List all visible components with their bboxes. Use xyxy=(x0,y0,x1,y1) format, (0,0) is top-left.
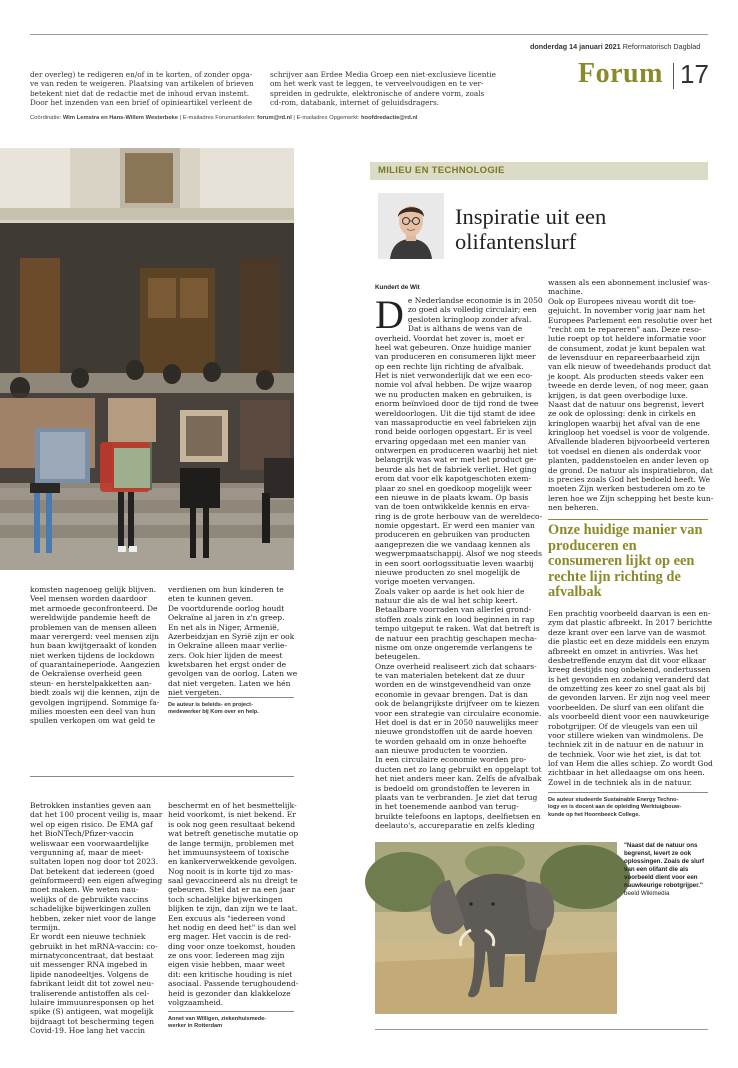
pullquote-rule xyxy=(548,519,708,520)
text-line: die plastic eet en deze middels een enzym xyxy=(548,637,710,647)
text-line: de gevonden larven. Er zijn nog veel meer xyxy=(548,693,710,703)
colophon-line: om het werk vast te leggen, te verveelvoudigen en te ver- xyxy=(270,79,484,89)
author-rule xyxy=(168,1011,294,1012)
text-line: natuur die als de wal het schip keert. xyxy=(375,596,518,605)
text-line: dit: een kritische houding is niet xyxy=(168,969,293,979)
text-line: blijken te zijn, dan zijn we te laat. xyxy=(168,904,298,914)
text-line: wel op eigen risico. De EMA gaf xyxy=(30,819,153,829)
text-line: eten te kunnen geven. xyxy=(168,594,254,604)
text-line: heel wat gebeuren. Onze huidige manier xyxy=(375,342,532,352)
text-line: van elk nieuw of tweedehands product dat xyxy=(548,362,711,372)
text-line: Het is niet verwonderlijk dat we een eco- xyxy=(375,371,533,380)
text-line: belangrijk was wat er met het product ge- xyxy=(375,455,537,465)
text-line: heid is gezonder dan klakkeloze xyxy=(168,988,291,998)
text-line: ducten net zo lang gebruikt en opgelapt tot xyxy=(375,764,542,774)
opgemerkt-email[interactable]: hoofdredactie@rd.nl xyxy=(360,115,418,121)
text-line: wereldoorlogen. Uit die tijd stamt de idee xyxy=(375,408,536,418)
text-line: saal gevaccineerd als nu dreigt te xyxy=(168,876,298,885)
text-line: bijdraagt tot bescherming tegen xyxy=(30,1016,154,1026)
text-line: wassen als een abonnement inclusief was- xyxy=(548,278,710,287)
text-line: plaar zo snel en goedkoop mogelijk weer xyxy=(375,483,532,493)
issue-date: donderdag 14 januari 2021 Reformatorisch Dagblad xyxy=(530,42,701,51)
ukraine-article-col-1 xyxy=(30,585,160,726)
text-line: nomie opgestart. Er werd een manier van xyxy=(375,521,535,530)
bottom-rule xyxy=(375,1029,708,1030)
text-line: leren hoe we Zijn schepping het beste kun- xyxy=(548,493,714,503)
text-line: aangeprezen die we vandaag kennen als xyxy=(375,539,531,549)
drop-cap: D xyxy=(375,292,404,337)
text-line: Onze overheid realiseert zich dat schaars- xyxy=(375,661,537,671)
text-line: is het gevonden en zodanig veranderd dat xyxy=(548,674,710,684)
text-line: beteugelen. xyxy=(375,652,421,662)
text-line: asociaal. Passende terughoudend- xyxy=(168,979,299,989)
text-line: lof van Hem die alles schiep. Zo wordt God xyxy=(548,759,713,768)
text-line: van produceren en consumeren lijkt meer xyxy=(375,352,536,362)
text-line: techniek zit in de natuur en de natuur in xyxy=(548,740,704,750)
author-rule xyxy=(548,792,708,793)
text-line: lulaire immuunresponsen op het xyxy=(30,997,155,1007)
text-line: Dat betekent dat iedereen (goed xyxy=(30,866,155,876)
text-line: de grond. De natuur als inspiratiebron, dat xyxy=(548,465,713,475)
text-line: Een excuus als "iedereen vond xyxy=(168,913,286,923)
text-line: de natuur een prachtig geschapen mecha- xyxy=(375,633,537,643)
text-line: dat niet vergeten. Laten we hén xyxy=(168,678,291,688)
text-line: niet vergeten. xyxy=(168,688,222,698)
text-line: robotgrijper. Of de vleugels van een uil xyxy=(548,721,698,731)
text-line: produceren en gebruiken van producten xyxy=(375,530,531,540)
text-line: hebben, zeker niet voor de lange xyxy=(30,913,156,923)
text-line: nieuwe producten zo snel mogelijk de xyxy=(375,567,520,577)
text-line: maar verergerd: veel mensen zijn xyxy=(30,631,159,641)
text-line: gejuicht. In november vorig jaar nam het xyxy=(548,306,706,316)
title-divider xyxy=(673,63,674,89)
text-line: ontwerpen en produceren waarbij het niet xyxy=(375,446,538,455)
text-line: stoffen zoals zink en lood beginnen in rap xyxy=(375,614,535,624)
text-line: En net als in Niger, Armenië, xyxy=(168,622,280,632)
text-line: Veel mensen worden daardoor xyxy=(30,594,147,604)
text-line: wereldwijde pandemie heeft de xyxy=(30,613,151,623)
text-line: rond beide oorlogen opgestart. Er is veel xyxy=(375,427,533,437)
elephant-photo xyxy=(375,842,617,1014)
text-line: van massaproductie en veel fabrieken zijn xyxy=(375,417,537,427)
text-line: in Oekraïne alleen maar verlie- xyxy=(168,641,288,651)
text-line: de lange termijn, problemen met xyxy=(168,838,295,848)
text-line: lipide nanodeeltjes. Volgens de xyxy=(30,969,149,979)
author-note-line: kunde op het Hoornbeeck College. xyxy=(548,811,640,818)
article-separator xyxy=(30,776,294,777)
text-line: uit messenger RNA ingebed in xyxy=(30,960,148,970)
text-line: heid voorkomt, is niet bekend. Er xyxy=(168,810,296,820)
text-line: weliswaar een voorwaardelijke xyxy=(30,838,149,848)
text-line: traliserende antistoffen als cel- xyxy=(30,988,150,998)
text-line: milies moesten een deel van hun xyxy=(30,706,156,716)
colophon-line: ve van reden te weigeren. Plaatsing van artikelen of brieven xyxy=(30,79,254,89)
text-line: zym dat plastic afbreekt. In 2017 berichtte xyxy=(548,618,713,628)
text-line: Er wordt een nieuwe techniek xyxy=(30,932,146,942)
text-line: termijn. xyxy=(30,922,61,932)
byline: Kundert de Wit xyxy=(375,284,420,291)
text-line: erom dat voor elk kapotgeschoten exem- xyxy=(375,474,532,484)
text-line: we nu producten maken en gebruiken, is xyxy=(375,389,532,399)
text-line: moeten Zijn werken bestuderen om zo te xyxy=(548,484,706,494)
section-label: MILIEU EN TECHNOLOGIE xyxy=(378,165,505,176)
text-line: toch schadelijke bijwerkingen xyxy=(168,894,283,904)
text-line: dat het 100 procent veilig is, maar xyxy=(30,810,163,820)
author-note-line: De auteur studeerde Sustainable Energy Techno- xyxy=(548,797,679,803)
text-line: te worden gehaald om in onze behoefte xyxy=(375,736,527,746)
text-line: eigen visie hebben, maar weet xyxy=(168,960,285,970)
text-line: je koopt. Als producten steeds vaker een xyxy=(548,371,704,381)
colophon-line: betekent niet dat de redactie met de inhoud ervan instemt. xyxy=(30,88,250,98)
text-line: gevolgen ingrijpend. Sommige fa- xyxy=(30,697,160,707)
colophon-col-1 xyxy=(30,70,260,108)
text-line: vergunning af, maar de meet- xyxy=(30,847,144,857)
top-rule xyxy=(30,34,708,35)
text-line: te van materialen betekent dat ze duur xyxy=(375,671,525,680)
text-line: spike (S) antigeen, wat mogelijk xyxy=(30,1007,154,1017)
text-line: mirnatyconcentraat, dat bestaat xyxy=(30,951,154,960)
forum-email[interactable]: forum@rd.nl xyxy=(257,115,292,121)
text-line: beschermt en of het besmettelijk- xyxy=(168,801,297,810)
text-line: het niet anders meer kan. Zelfs de afvalbak xyxy=(375,774,542,784)
text-line: gebeuren. Stel dat er na een jaar xyxy=(168,885,295,895)
colophon-line: der overleg) te redigeren en/of in te korten, of zonder opga- xyxy=(30,70,253,79)
text-line: een nieuwe in de plaats kwam. Op basis xyxy=(375,492,529,502)
protest-photo xyxy=(0,148,294,570)
text-line: nen beheren. xyxy=(548,503,599,512)
colophon-line: schrijver aan Erdee Media Groep een niet-exclusieve licentie xyxy=(270,70,496,79)
article-col-2b xyxy=(548,609,713,787)
text-line: met armoede geconfronteerd. De xyxy=(30,603,158,613)
text-line: lutie roept op tot heldere informatie voor xyxy=(548,334,706,344)
text-line: voorbeelden. De slurf van een olifant die xyxy=(548,702,704,712)
text-line: tempo uitgeput te raken. Wat dat betreft is xyxy=(375,624,540,634)
text-line: Oekraïne al jaren in z'n greep. xyxy=(168,613,285,623)
text-line: vorige moeten vervangen. xyxy=(375,577,475,587)
text-line: gesloten kringloop zonder afval. xyxy=(407,314,532,324)
text-line: voor stillere wieken van windmolens. De xyxy=(548,730,704,740)
text-line: het nodig en deed het" is dan wel xyxy=(168,922,297,932)
author-rule xyxy=(168,697,294,698)
text-line: gebruikt in het mRNA-vaccin: co- xyxy=(30,941,158,951)
article-col-1 xyxy=(375,292,543,830)
text-line: nisme om onze ongeremde verlangens te xyxy=(375,642,533,652)
text-line: en kankerverwekkende gevolgen. xyxy=(168,857,297,867)
author-note-line: logy en is docent aan de opleiding Werktuigbouw- xyxy=(548,804,682,811)
text-line: overheid. Voordat het zover is, moet er xyxy=(375,333,525,343)
text-line: moet maken. We weten nau- xyxy=(30,885,139,895)
text-line: het BioNTech/Pfizer-vaccin xyxy=(30,829,134,839)
text-line: nieuwe grondstoffen uit de aarde hoeven xyxy=(375,727,533,737)
text-line: van de toen ontwikkelde kennis en erva- xyxy=(375,502,530,512)
text-line: In een circulaire economie worden pro- xyxy=(375,755,527,765)
text-line: sultaten lopen nog door tot 2023. xyxy=(30,857,159,867)
text-line: is bedoeld om grondstoffen te leveren in xyxy=(375,783,530,793)
text-line: geïnformeerd) een eigen afweging xyxy=(30,876,163,885)
text-line: "recht om te repareren" aan. Deze reso- xyxy=(548,324,702,334)
text-line: problemen van de mensen alleen xyxy=(30,622,157,632)
text-line: ring is de grote herbouw van de wereldeco- xyxy=(375,511,543,521)
colophon-line: spreiden in gedrukte, elektronische of andere vorm, zoals xyxy=(270,88,485,98)
text-line: wegwerpmaatschappij. Alsof we nog steeds xyxy=(375,549,542,559)
text-line: Betaalbare voorraden van allerlei grond- xyxy=(375,605,532,615)
text-line: niet werken tijdens de lockdown xyxy=(30,650,155,660)
text-line: Dat is althans de wens van de xyxy=(407,324,523,334)
text-line: Betrokken instanties geven aan xyxy=(30,801,151,810)
text-line: ze ons voor. Iedereen mag zijn xyxy=(168,951,285,960)
text-line: Het doel is dat er in 2050 nauwelijks meer xyxy=(375,717,539,727)
text-line: gevolgen van de oorlog. Laten we xyxy=(168,669,298,679)
text-line: kreeg destijds nog onbekend, ondertussen xyxy=(548,665,711,675)
text-line: Zowel in de techniek als in de natuur. xyxy=(548,777,693,787)
text-line: bruikte telefoons en laptops, deelfietsen en xyxy=(375,811,541,821)
text-line: of quarantaineperiode. Aangezien xyxy=(30,660,160,669)
text-line: welijks of de gebruikte vaccins xyxy=(30,894,149,904)
text-line: ervaring opgedaan met een manier van xyxy=(375,436,526,446)
text-line: voor een strategie van circulaire economie. xyxy=(375,708,542,718)
colophon-col-2 xyxy=(270,70,510,108)
page-number: 17 xyxy=(680,59,709,89)
vaccine-author-note xyxy=(168,1016,296,1031)
text-line: erg mager. Het vaccin is de red- xyxy=(168,932,292,942)
text-line: volgzaamheid. xyxy=(168,997,224,1007)
text-line: krijgen, is dat geen overbodige luxe. xyxy=(548,390,688,400)
ukraine-author-note xyxy=(168,702,296,717)
article-author-note xyxy=(548,797,712,819)
text-line: economie in gevaar brengen. Dat is dan xyxy=(375,689,528,699)
text-line: zers. Ook hier lijden de meest xyxy=(168,650,283,660)
text-line: kwetsbaren het ergst onder de xyxy=(168,660,287,669)
text-line: tweede en derde leven, of nog meer, gaan xyxy=(548,381,709,391)
text-line: op een rechte lijn richting de afvalbak. xyxy=(375,361,524,371)
text-line: verdienen om hun kinderen te xyxy=(168,585,284,594)
text-line: de omzetting zes keer zo snel gaat als bij xyxy=(548,684,706,693)
text-line: de consument, zodat je kunt bepalen wat xyxy=(548,343,706,353)
vaccine-article-col-1 xyxy=(30,801,163,1035)
text-line: in een soort oorlogssituatie leven waarbij xyxy=(375,558,534,568)
colophon-line: cd-rom, databank, internet of geluidsdragers. xyxy=(270,98,440,108)
text-line: de Oekraïense overheid geen xyxy=(30,669,142,679)
text-line: planten, paddenstoelen en ander leven op xyxy=(548,456,709,466)
article-headline: Inspiratie uit een olifantenslurf xyxy=(455,204,607,254)
text-line: Nog nooit is in korte tijd zo mas- xyxy=(168,866,294,876)
text-line: Ook op Europees niveau wordt dit toe- xyxy=(548,296,696,306)
text-line: Covid-19. Hoe lang het vaccin xyxy=(30,1026,146,1035)
text-line: plaats van te verbranden. Je ziet dat terug xyxy=(375,792,538,802)
colophon-line: Door het inzenden van een brief of opinieartikel verleent de xyxy=(30,98,253,108)
text-line: Een prachtig voorbeeld daarvan is een en- xyxy=(548,609,711,618)
vaccine-article-col-2 xyxy=(168,801,299,1007)
text-line: deze krant over een larve van de wasmot xyxy=(548,627,706,637)
text-line: als voorbeeld dient voor een nauwkeurige xyxy=(548,712,710,722)
text-line: het immuunsysteem of toxische xyxy=(168,847,290,857)
author-note-line: werker in Rotterdam xyxy=(168,1023,223,1030)
text-line: aan nieuwe producten te voorzien. xyxy=(375,746,508,755)
text-line: steun- en herstelpakketten aan- xyxy=(30,678,152,688)
text-line: nomie vol afval hebben. De wijze waarop xyxy=(375,380,532,390)
text-line: beurde als het de fabriek verliet. Het ging xyxy=(375,464,537,474)
text-line: kringlopen waarbij het afval van de ene xyxy=(548,418,700,428)
text-line: ding voor onze toekomst, houden xyxy=(168,941,296,951)
text-line: de levensduur en repareerbaarheid zijn xyxy=(548,353,700,362)
text-line: ze ook de oplossing: denk in cirkels en xyxy=(548,409,696,419)
author-note-line: Annet van Willigen, ziekenhuismede- xyxy=(168,1016,267,1022)
text-line: in het toenemende aanbod van terug- xyxy=(375,802,519,812)
photo-caption: "Naast dat de natuur ons begrenst, levert ze ook oplossingen. Zoals de slurf van een olifant die als voorbeeld dient voor een nauwkeurige robotgrijper." beeld Wikimedia xyxy=(624,842,705,897)
text-line: zo goed als volledig circulair; een xyxy=(407,305,537,315)
text-line: is precies zoals God het bedoeld heeft. We xyxy=(548,474,711,484)
text-line: Azerbeidzjan en Syrië zijn er ook xyxy=(168,631,295,641)
author-note-line: De auteur is beleids- en project- xyxy=(168,702,253,708)
author-note-line: medewerker bij Kom over en help. xyxy=(168,709,259,716)
text-line: Naast dat de natuur ons begrenst, levert xyxy=(548,399,705,409)
text-line: Afvallende bladeren bijvoorbeeld verteren xyxy=(548,437,710,447)
pullquote: Onze huidige manier van produceren en consumeren lijkt op een rechte lijn richting de afvalbak xyxy=(548,522,703,601)
article-col-2 xyxy=(548,278,714,512)
text-line: wat betreft genetische mutatie op xyxy=(168,829,299,839)
text-line: Europees Parlement een resolutie over het xyxy=(548,315,713,325)
text-line: fabrikant leidt dit tot zowel neu- xyxy=(30,979,154,989)
text-line: is ook nog geen resultaat bekend xyxy=(168,819,296,829)
text-line: desbetreffende enzym dat dit voor elkaar xyxy=(548,655,706,665)
text-line: komsten nagenoeg gelijk blijven. xyxy=(30,585,157,594)
text-line: machine. xyxy=(548,287,583,297)
text-line: De voortdurende oorlog houdt xyxy=(168,603,285,613)
text-line: biedt zoals wij die kennen, zijn de xyxy=(30,688,160,698)
text-line: kringloop het voedsel is voor de volgende. xyxy=(548,428,710,437)
text-line: e Nederlandse economie is in 2050 xyxy=(407,296,543,305)
text-line: enorm beïnvloed door de tijd rond de twee xyxy=(375,399,539,409)
section-title: Forum xyxy=(578,58,663,89)
author-avatar xyxy=(378,193,444,259)
text-line: hun baan kwijtgeraakt of konden xyxy=(30,641,157,651)
text-line: zichtbaar in het alledaagse om ons heen. xyxy=(548,768,705,778)
text-line: ook de belangrijkste drijfveer om te kiezen xyxy=(375,699,540,709)
coordination-credits: Coördinatie: Wim Lemstra en Hans-Willem Westerbeke | E-mailadres Forumartikelen: forum@rd.nl | E-mailadres Opgemerkt: hoofdredactie@rd.nl xyxy=(30,115,418,121)
text-line: spullen verkopen om wat geld te xyxy=(30,716,156,726)
text-line: schadelijke bijwerkingen zullen xyxy=(30,904,151,914)
ukraine-article-col-2 xyxy=(168,585,298,698)
text-line: de techniek. Voor wie het ziet, is dat tot xyxy=(548,749,701,759)
text-line: deelauto's, accureparatie en zelfs kleding xyxy=(375,821,535,830)
text-line: tot voedsel en dienen als onderdak voor xyxy=(548,446,702,456)
text-line: Zoals vaker op aarde is het ook hier de xyxy=(375,586,525,596)
text-line: afbreekt en omzet in antivries. Was het xyxy=(548,646,699,656)
text-line: worden en de winstgevendheid van onze xyxy=(375,680,531,690)
